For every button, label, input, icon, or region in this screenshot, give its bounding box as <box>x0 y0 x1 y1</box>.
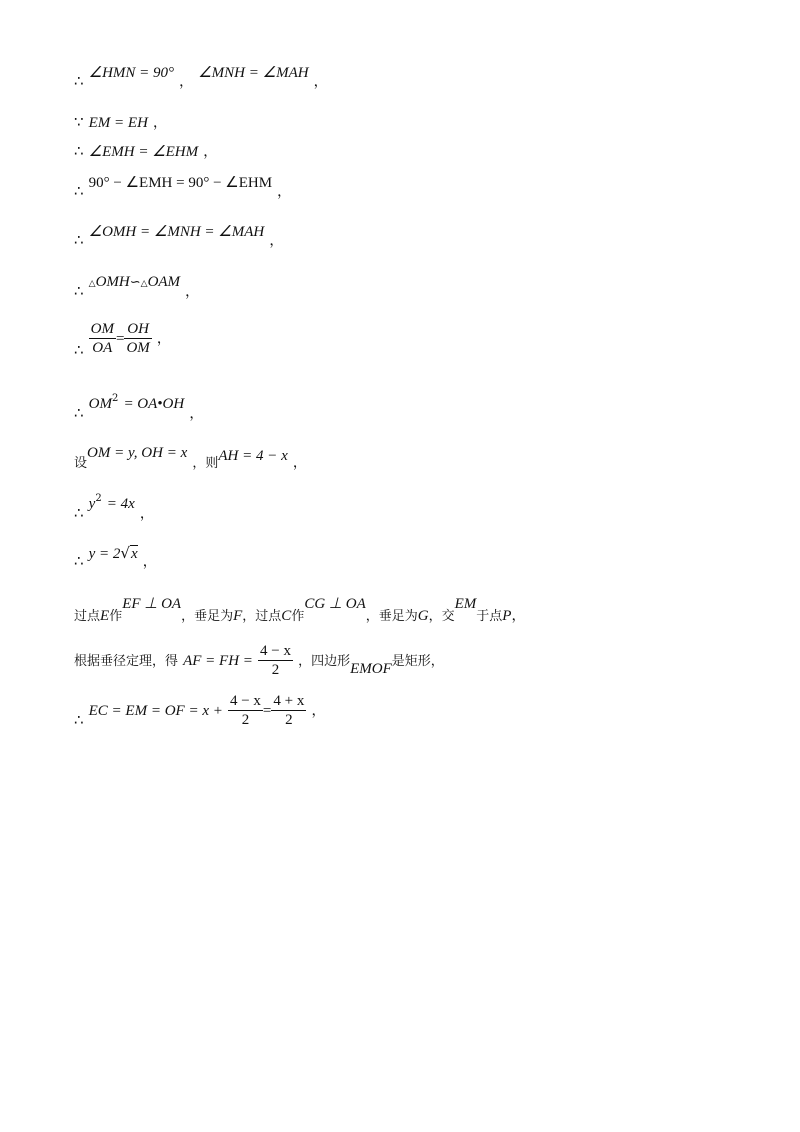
fraction <box>271 692 306 729</box>
comma: ， <box>153 116 168 131</box>
line-9 <box>74 442 307 471</box>
text: 设 <box>74 456 88 471</box>
numerator: OM <box>90 321 114 337</box>
comma: ， <box>277 185 292 200</box>
equation: OM = y, OH = x <box>87 445 188 461</box>
text: 作 <box>109 609 123 624</box>
equation-base: OM <box>88 396 112 412</box>
equation: EM = EH <box>88 115 148 131</box>
line-11 <box>74 543 157 570</box>
equation: EMOF <box>350 661 392 677</box>
equation: EF ⊥ OA <box>122 596 182 612</box>
numerator: 4 + x <box>273 693 305 709</box>
line-13 <box>74 642 444 679</box>
comma: ， <box>313 75 328 90</box>
variable: E <box>100 608 110 624</box>
text: 根据垂径定理，得 <box>74 654 179 669</box>
therefore-symbol: ∴ <box>74 182 84 200</box>
line-4 <box>74 172 292 200</box>
equation: ∠EMH = ∠EHM <box>88 144 199 160</box>
variable: C <box>281 608 292 624</box>
therefore-symbol: ∴ <box>74 711 84 729</box>
numerator: 4 − x <box>229 693 261 709</box>
text: ，交 <box>428 609 455 624</box>
text: ，则 <box>192 456 219 471</box>
numerator: 4 − x <box>260 643 291 659</box>
equation: AH = 4 − x <box>218 448 288 464</box>
fraction <box>89 320 116 357</box>
triangle-icon: △ <box>88 279 96 289</box>
equation: = 4x <box>106 496 135 512</box>
equation: ∠HMN = 90° <box>88 65 175 81</box>
equation: ∠MNH = ∠MAH <box>198 65 309 81</box>
denominator: OM <box>126 340 150 356</box>
therefore-symbol: ∴ <box>74 231 84 249</box>
text: 过点 <box>74 609 101 624</box>
comma: ， <box>156 332 171 347</box>
exponent: 2 <box>95 493 102 504</box>
comma: ， <box>139 507 154 522</box>
exponent: 2 <box>111 393 119 404</box>
line-1 <box>74 62 328 90</box>
denominator: 2 <box>241 712 250 728</box>
comma: ， <box>189 407 204 422</box>
because-symbol: ∵ <box>74 113 84 131</box>
comma: ， <box>185 285 200 300</box>
comma: ， <box>203 145 218 160</box>
sqrt-icon: √ <box>120 544 130 562</box>
triangle-name: OAM <box>147 274 181 290</box>
text: 作 <box>291 609 305 624</box>
line-14 <box>74 692 325 729</box>
fraction <box>258 642 293 679</box>
equation: 90° − ∠EMH = 90° − ∠EHM <box>88 175 273 191</box>
denominator: 2 <box>285 712 293 728</box>
triangle-name: OMH <box>95 274 130 290</box>
numerator: OH <box>124 320 151 339</box>
similar-symbol: ∽ <box>129 275 141 290</box>
denominator: OA <box>92 340 113 356</box>
therefore-symbol: ∴ <box>74 404 84 422</box>
equation: CG ⊥ OA <box>304 596 366 612</box>
text: ，过点 <box>242 609 282 624</box>
equation: ∠OMH = ∠MNH = ∠MAH <box>88 224 265 240</box>
text: ，四边形 <box>298 654 351 669</box>
line-10 <box>74 493 154 522</box>
therefore-symbol: ∴ <box>74 341 84 359</box>
equation-base: y <box>88 496 96 512</box>
therefore-symbol: ∴ <box>74 142 84 160</box>
comma: ， <box>142 555 157 570</box>
line-8 <box>74 393 204 422</box>
equation: EM <box>454 596 477 612</box>
equals-sign: = <box>115 331 125 347</box>
text: 是矩形， <box>391 654 444 669</box>
therefore-symbol: ∴ <box>74 552 84 570</box>
therefore-symbol: ∴ <box>74 282 84 300</box>
triangle-icon: △ <box>140 279 148 289</box>
equation: = OA•OH <box>123 396 185 412</box>
fraction <box>228 692 263 729</box>
therefore-symbol: ∴ <box>74 72 84 90</box>
equation: AF = FH = <box>183 653 253 669</box>
text: ，垂足为 <box>365 609 418 624</box>
line-2 <box>74 112 167 132</box>
denominator: 2 <box>271 662 280 678</box>
line-3 <box>74 141 217 161</box>
text: 于点 <box>476 609 503 624</box>
text: ，垂足为 <box>181 609 234 624</box>
equals-sign: = <box>262 703 272 719</box>
variable: P <box>502 608 512 624</box>
comma: ， <box>511 609 526 624</box>
radicand: x <box>130 546 138 562</box>
comma: ， <box>269 234 284 249</box>
equation: EC = EM = OF = x + <box>88 703 223 719</box>
line-6 <box>74 271 200 300</box>
comma: ， <box>292 456 307 471</box>
comma: ， <box>179 75 194 90</box>
therefore-symbol: ∴ <box>74 504 84 522</box>
variable: F <box>233 608 243 624</box>
line-12 <box>74 593 526 624</box>
line-7 <box>74 320 171 357</box>
variable: G <box>417 608 429 624</box>
line-5 <box>74 221 284 249</box>
comma: ， <box>311 704 326 719</box>
fraction <box>124 320 151 357</box>
equation: y = 2 <box>88 546 121 562</box>
